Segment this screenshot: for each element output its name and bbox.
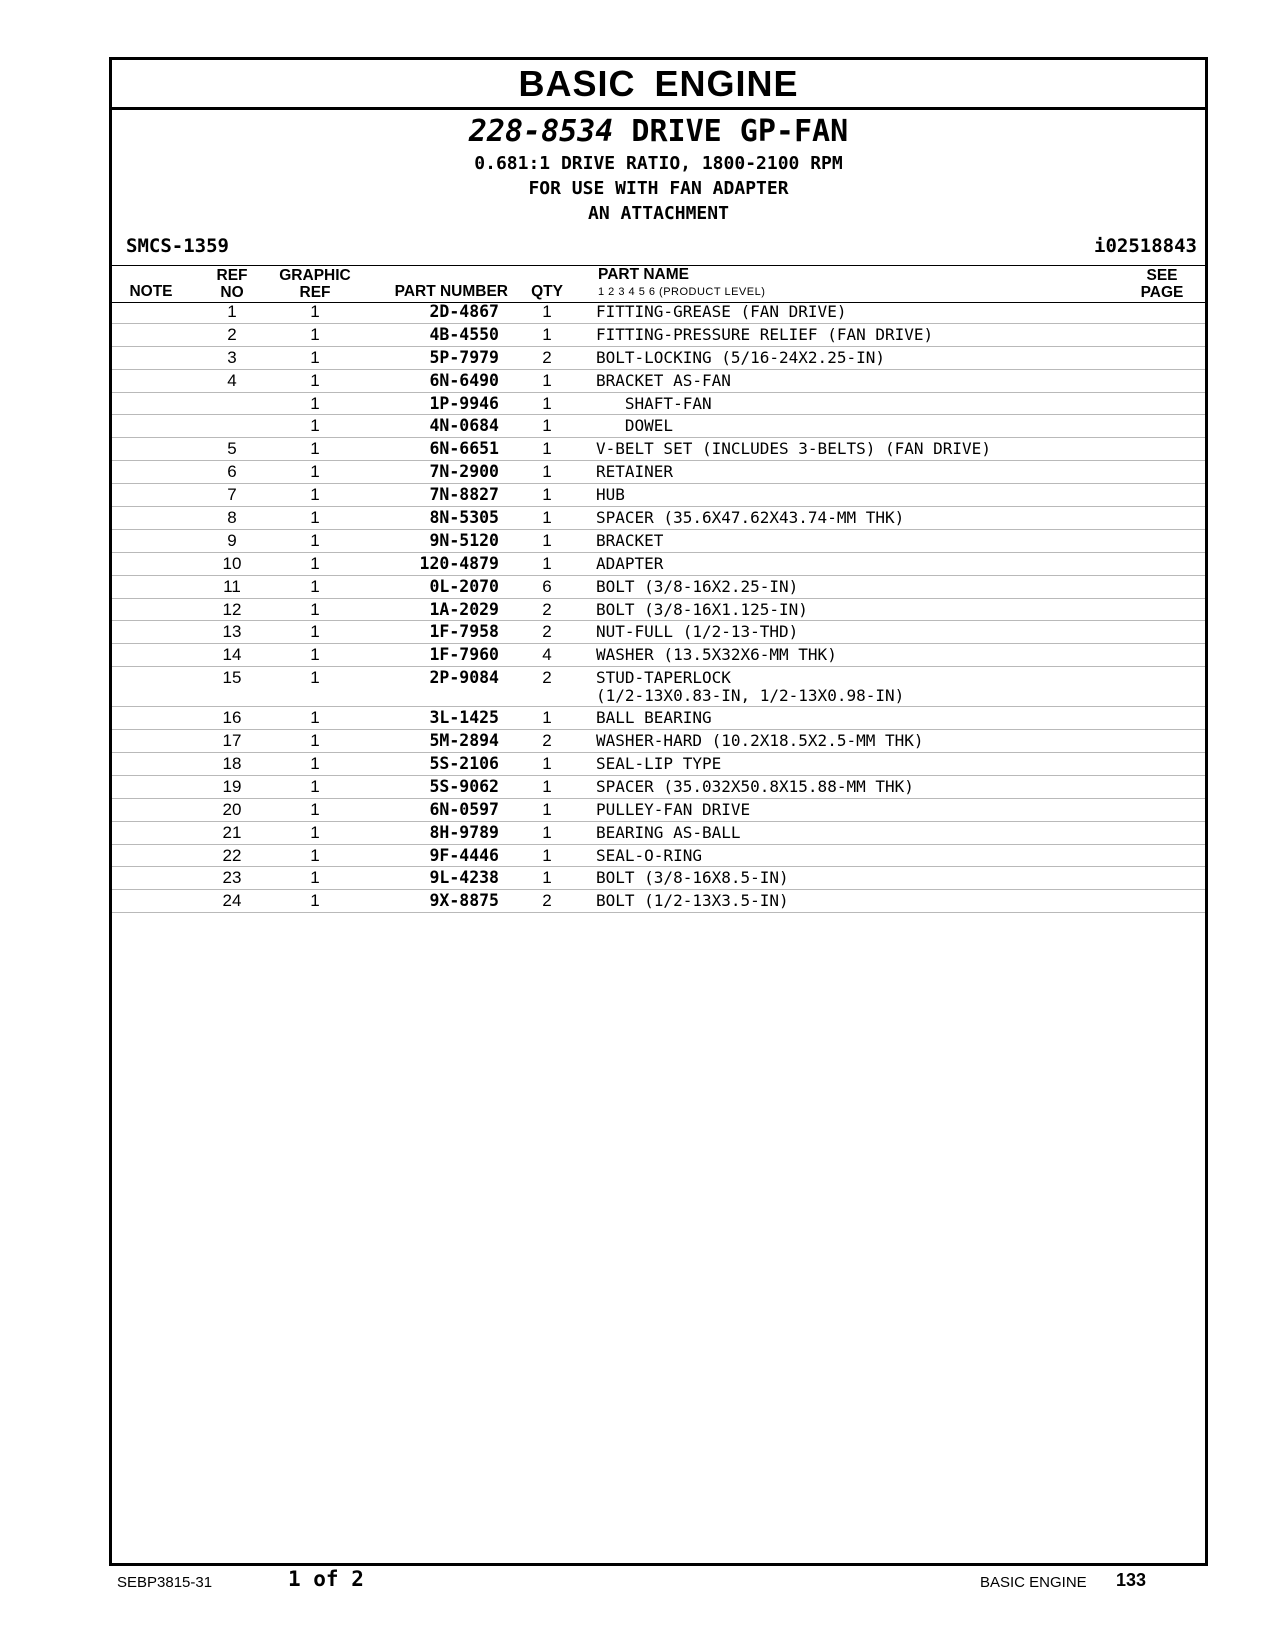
part-name-cell: SPACER (35.032X50.8X15.88-MM THK) <box>596 776 914 796</box>
ref-no-cell: 2 <box>227 324 237 344</box>
ref-no-cell: 1 <box>227 302 237 321</box>
table-row <box>112 530 1205 553</box>
part-number-cell: 4N-0684 <box>429 416 499 436</box>
table-row <box>112 415 1205 438</box>
qty-cell: 1 <box>542 439 552 459</box>
qty-cell: 1 <box>542 868 552 888</box>
ref-no-cell: 4 <box>227 370 237 390</box>
part-name-cell: BALL BEARING <box>596 708 712 728</box>
table-row <box>112 799 1205 822</box>
graphic-ref-cell: 1 <box>310 668 320 688</box>
part-name-cell: WASHER (13.5X32X6-MM THK) <box>596 645 837 665</box>
col-note: NOTE <box>129 283 173 300</box>
group-subline-ratio: 0.681:1 DRIVE RATIO, 1800-2100 RPM <box>474 153 843 174</box>
table-row <box>112 324 1205 347</box>
ref-no-cell: 19 <box>222 776 242 796</box>
part-name-cell: SHAFT-FAN <box>596 393 712 413</box>
col-part-name: PART NAME <box>598 266 689 283</box>
graphic-ref-cell: 1 <box>310 845 320 865</box>
part-name-cell: FITTING-PRESSURE RELIEF (FAN DRIVE) <box>596 324 934 344</box>
col-qty: QTY <box>531 283 563 300</box>
ref-no-cell: 14 <box>222 645 242 665</box>
qty-cell: 1 <box>542 370 552 390</box>
table-row <box>112 621 1205 644</box>
part-number-cell: 8N-5305 <box>429 508 499 528</box>
part-number-cell: 1F-7960 <box>429 645 499 665</box>
part-number-cell: 5P-7979 <box>429 347 499 367</box>
table-row <box>112 890 1205 913</box>
part-number-cell: 8H-9789 <box>429 822 499 842</box>
qty-cell: 6 <box>542 576 552 596</box>
ref-no-cell: 16 <box>222 708 242 728</box>
table-row <box>112 438 1205 461</box>
part-name-cell: DOWEL <box>596 416 674 436</box>
qty-cell: 1 <box>542 845 552 865</box>
part-number-cell: 5S-9062 <box>429 776 499 796</box>
table-row <box>112 507 1205 530</box>
ref-no-cell: 10 <box>222 553 242 573</box>
footer-page-of: 1 of 2 <box>288 1567 364 1591</box>
qty-cell: 1 <box>542 302 552 321</box>
graphic-ref-cell: 1 <box>310 799 320 819</box>
part-number-cell: 7N-8827 <box>429 485 499 505</box>
table-row <box>112 370 1205 393</box>
graphic-ref-cell: 1 <box>310 302 320 321</box>
table-row <box>112 707 1205 730</box>
graphic-ref-cell: 1 <box>310 599 320 619</box>
part-name-cell: SEAL-O-RING <box>596 845 702 865</box>
ref-no-cell: 21 <box>222 822 242 842</box>
graphic-ref-cell: 1 <box>310 462 320 482</box>
part-name-cell: BOLT (3/8-16X2.25-IN) <box>596 576 799 596</box>
graphic-ref-cell: 1 <box>310 622 320 642</box>
qty-cell: 1 <box>542 799 552 819</box>
graphic-ref-cell: 1 <box>310 393 320 413</box>
part-name-cell: ADAPTER <box>596 553 664 573</box>
table-row <box>112 393 1205 416</box>
col-graphic-ref-line1: GRAPHIC <box>279 267 351 284</box>
graphic-ref-cell: 1 <box>310 645 320 665</box>
ref-no-cell: 24 <box>222 891 242 911</box>
group-title <box>112 113 1205 151</box>
qty-cell: 2 <box>542 622 552 642</box>
part-number-cell: 6N-0597 <box>429 799 499 819</box>
part-number-cell: 6N-6490 <box>429 370 499 390</box>
table-row <box>112 576 1205 599</box>
qty-cell: 1 <box>542 530 552 550</box>
parts-table-body <box>112 301 1205 913</box>
qty-cell: 2 <box>542 347 552 367</box>
table-row <box>112 867 1205 890</box>
col-ref-no <box>204 267 260 301</box>
part-name-cell: FITTING-GREASE (FAN DRIVE) <box>596 302 847 321</box>
ref-no-cell: 7 <box>227 485 237 505</box>
part-number-cell: 120-4879 <box>419 553 499 573</box>
part-number-cell: 2P-9084 <box>429 668 499 688</box>
part-name-cell: WASHER-HARD (10.2X18.5X2.5-MM THK) <box>596 731 924 751</box>
qty-cell: 2 <box>542 891 552 911</box>
ref-no-cell: 17 <box>222 731 242 751</box>
qty-cell: 1 <box>542 776 552 796</box>
qty-cell: 1 <box>542 393 552 413</box>
graphic-ref-cell: 1 <box>310 891 320 911</box>
section-banner <box>112 60 1205 110</box>
ref-no-cell: 6 <box>227 462 237 482</box>
graphic-ref-cell: 1 <box>310 530 320 550</box>
part-number-cell: 2D-4867 <box>429 302 499 321</box>
part-number-cell: 3L-1425 <box>429 708 499 728</box>
graphic-ref-cell: 1 <box>310 822 320 842</box>
qty-cell: 1 <box>542 754 552 774</box>
graphic-ref-cell: 1 <box>310 485 320 505</box>
qty-cell: 2 <box>542 668 552 688</box>
group-subline-attachment: AN ATTACHMENT <box>588 203 729 224</box>
part-name-cell: HUB <box>596 485 625 505</box>
table-row <box>112 484 1205 507</box>
ref-no-cell: 18 <box>222 754 242 774</box>
footer-page-number: 133 <box>1116 1570 1147 1590</box>
graphic-ref-cell: 1 <box>310 731 320 751</box>
graphic-ref-cell: 1 <box>310 776 320 796</box>
group-heading <box>112 113 1205 226</box>
qty-cell: 1 <box>542 822 552 842</box>
col-ref-no-line1: REF <box>216 267 248 284</box>
part-name-cell: BOLT (3/8-16X1.125-IN) <box>596 599 808 619</box>
graphic-ref-cell: 1 <box>310 576 320 596</box>
qty-cell: 1 <box>542 416 552 436</box>
graphic-ref-cell: 1 <box>310 708 320 728</box>
group-part-number: 228-8534 <box>468 114 614 149</box>
document-ident: i02518843 <box>1094 235 1197 257</box>
ref-no-cell: 5 <box>227 439 237 459</box>
ref-no-cell: 23 <box>222 868 242 888</box>
part-name-cell: BRACKET <box>596 530 664 550</box>
table-row <box>112 553 1205 576</box>
col-graphic-ref <box>272 267 358 301</box>
col-product-levels: 1 2 3 4 5 6 (PRODUCT LEVEL) <box>598 286 766 298</box>
table-row <box>112 599 1205 622</box>
smcs-code: SMCS-1359 <box>126 235 229 257</box>
qty-cell: 1 <box>542 553 552 573</box>
table-row <box>112 667 1205 707</box>
group-name: DRIVE GP-FAN <box>631 114 849 149</box>
graphic-ref-cell: 1 <box>310 868 320 888</box>
table-row <box>112 347 1205 370</box>
qty-cell: 1 <box>542 508 552 528</box>
part-number-cell: 5M-2894 <box>429 731 499 751</box>
part-number-cell: 1A-2029 <box>429 599 499 619</box>
part-number-cell: 9L-4238 <box>429 868 499 888</box>
part-number-cell: 1P-9946 <box>429 393 499 413</box>
qty-cell: 1 <box>542 324 552 344</box>
part-name-cell: RETAINER <box>596 462 674 482</box>
table-row <box>112 461 1205 484</box>
part-number-cell: 9N-5120 <box>429 530 499 550</box>
footer-doc-number: SEBP3815-31 <box>117 1574 213 1591</box>
graphic-ref-cell: 1 <box>310 508 320 528</box>
group-subline-usage: FOR USE WITH FAN ADAPTER <box>528 178 789 199</box>
ref-no-cell: 11 <box>223 576 241 596</box>
ref-no-cell: 12 <box>222 599 242 619</box>
part-name-cell: SPACER (35.6X47.62X43.74-MM THK) <box>596 508 905 528</box>
graphic-ref-cell: 1 <box>310 324 320 344</box>
part-name-cell: BOLT (3/8-16X8.5-IN) <box>596 868 789 888</box>
graphic-ref-cell: 1 <box>310 347 320 367</box>
part-name-cell: NUT-FULL (1/2-13-THD) <box>596 622 799 642</box>
table-row <box>112 822 1205 845</box>
qty-cell: 2 <box>542 599 552 619</box>
qty-cell: 1 <box>542 708 552 728</box>
part-number-cell: 1F-7958 <box>429 622 499 642</box>
part-name-cell: BOLT-LOCKING (5/16-24X2.25-IN) <box>596 347 885 367</box>
table-row <box>112 845 1205 868</box>
part-number-cell: 6N-6651 <box>429 439 499 459</box>
table-row <box>112 776 1205 799</box>
part-number-cell: 9F-4446 <box>429 845 499 865</box>
ref-no-cell: 15 <box>222 668 242 688</box>
part-number-cell: 7N-2900 <box>429 462 499 482</box>
part-name-cell: SEAL-LIP TYPE <box>596 754 722 774</box>
part-number-cell: 5S-2106 <box>429 754 499 774</box>
ref-no-cell: 13 <box>222 622 242 642</box>
part-name-cell: BOLT (1/2-13X3.5-IN) <box>596 891 789 911</box>
ref-no-cell: 22 <box>222 845 242 865</box>
graphic-ref-cell: 1 <box>310 553 320 573</box>
ref-no-cell: 8 <box>227 508 237 528</box>
graphic-ref-cell: 1 <box>310 370 320 390</box>
part-name-cell: BEARING AS-BALL <box>596 822 741 842</box>
footer-section: BASIC ENGINE <box>980 1574 1087 1591</box>
table-row <box>112 301 1205 324</box>
part-number-cell: 4B-4550 <box>429 324 499 344</box>
graphic-ref-cell: 1 <box>310 416 320 436</box>
table-row <box>112 753 1205 776</box>
part-name-cell: V-BELT SET (INCLUDES 3-BELTS) (FAN DRIVE) <box>596 439 991 459</box>
graphic-ref-cell: 1 <box>310 439 320 459</box>
col-ref-no-line2: NO <box>220 284 244 301</box>
qty-cell: 1 <box>542 485 552 505</box>
graphic-ref-cell: 1 <box>310 754 320 774</box>
part-number-cell: 0L-2070 <box>429 576 499 596</box>
col-see-page <box>1127 267 1197 301</box>
col-graphic-ref-line2: REF <box>299 284 331 301</box>
section-banner-text: BASIC ENGINE <box>518 62 799 104</box>
qty-cell: 2 <box>542 731 552 751</box>
ref-no-cell: 3 <box>227 347 237 367</box>
page-frame <box>109 57 1208 1566</box>
part-name-cell: STUD-TAPERLOCK (1/2-13X0.83-IN, 1/2-13X0.98-IN) <box>596 668 905 706</box>
col-see-page-line2: PAGE <box>1140 284 1184 301</box>
part-number-cell: 9X-8875 <box>429 891 499 911</box>
ref-no-cell: 9 <box>227 530 237 550</box>
table-row <box>112 644 1205 667</box>
col-see-page-line1: SEE <box>1146 267 1178 284</box>
part-name-cell: BRACKET AS-FAN <box>596 370 731 390</box>
qty-cell: 1 <box>542 462 552 482</box>
col-part-number: PART NUMBER <box>394 283 508 300</box>
table-row <box>112 730 1205 753</box>
part-name-cell: PULLEY-FAN DRIVE <box>596 799 751 819</box>
qty-cell: 4 <box>542 645 552 665</box>
parts-table-header <box>112 265 1205 303</box>
ref-no-cell: 20 <box>222 799 242 819</box>
